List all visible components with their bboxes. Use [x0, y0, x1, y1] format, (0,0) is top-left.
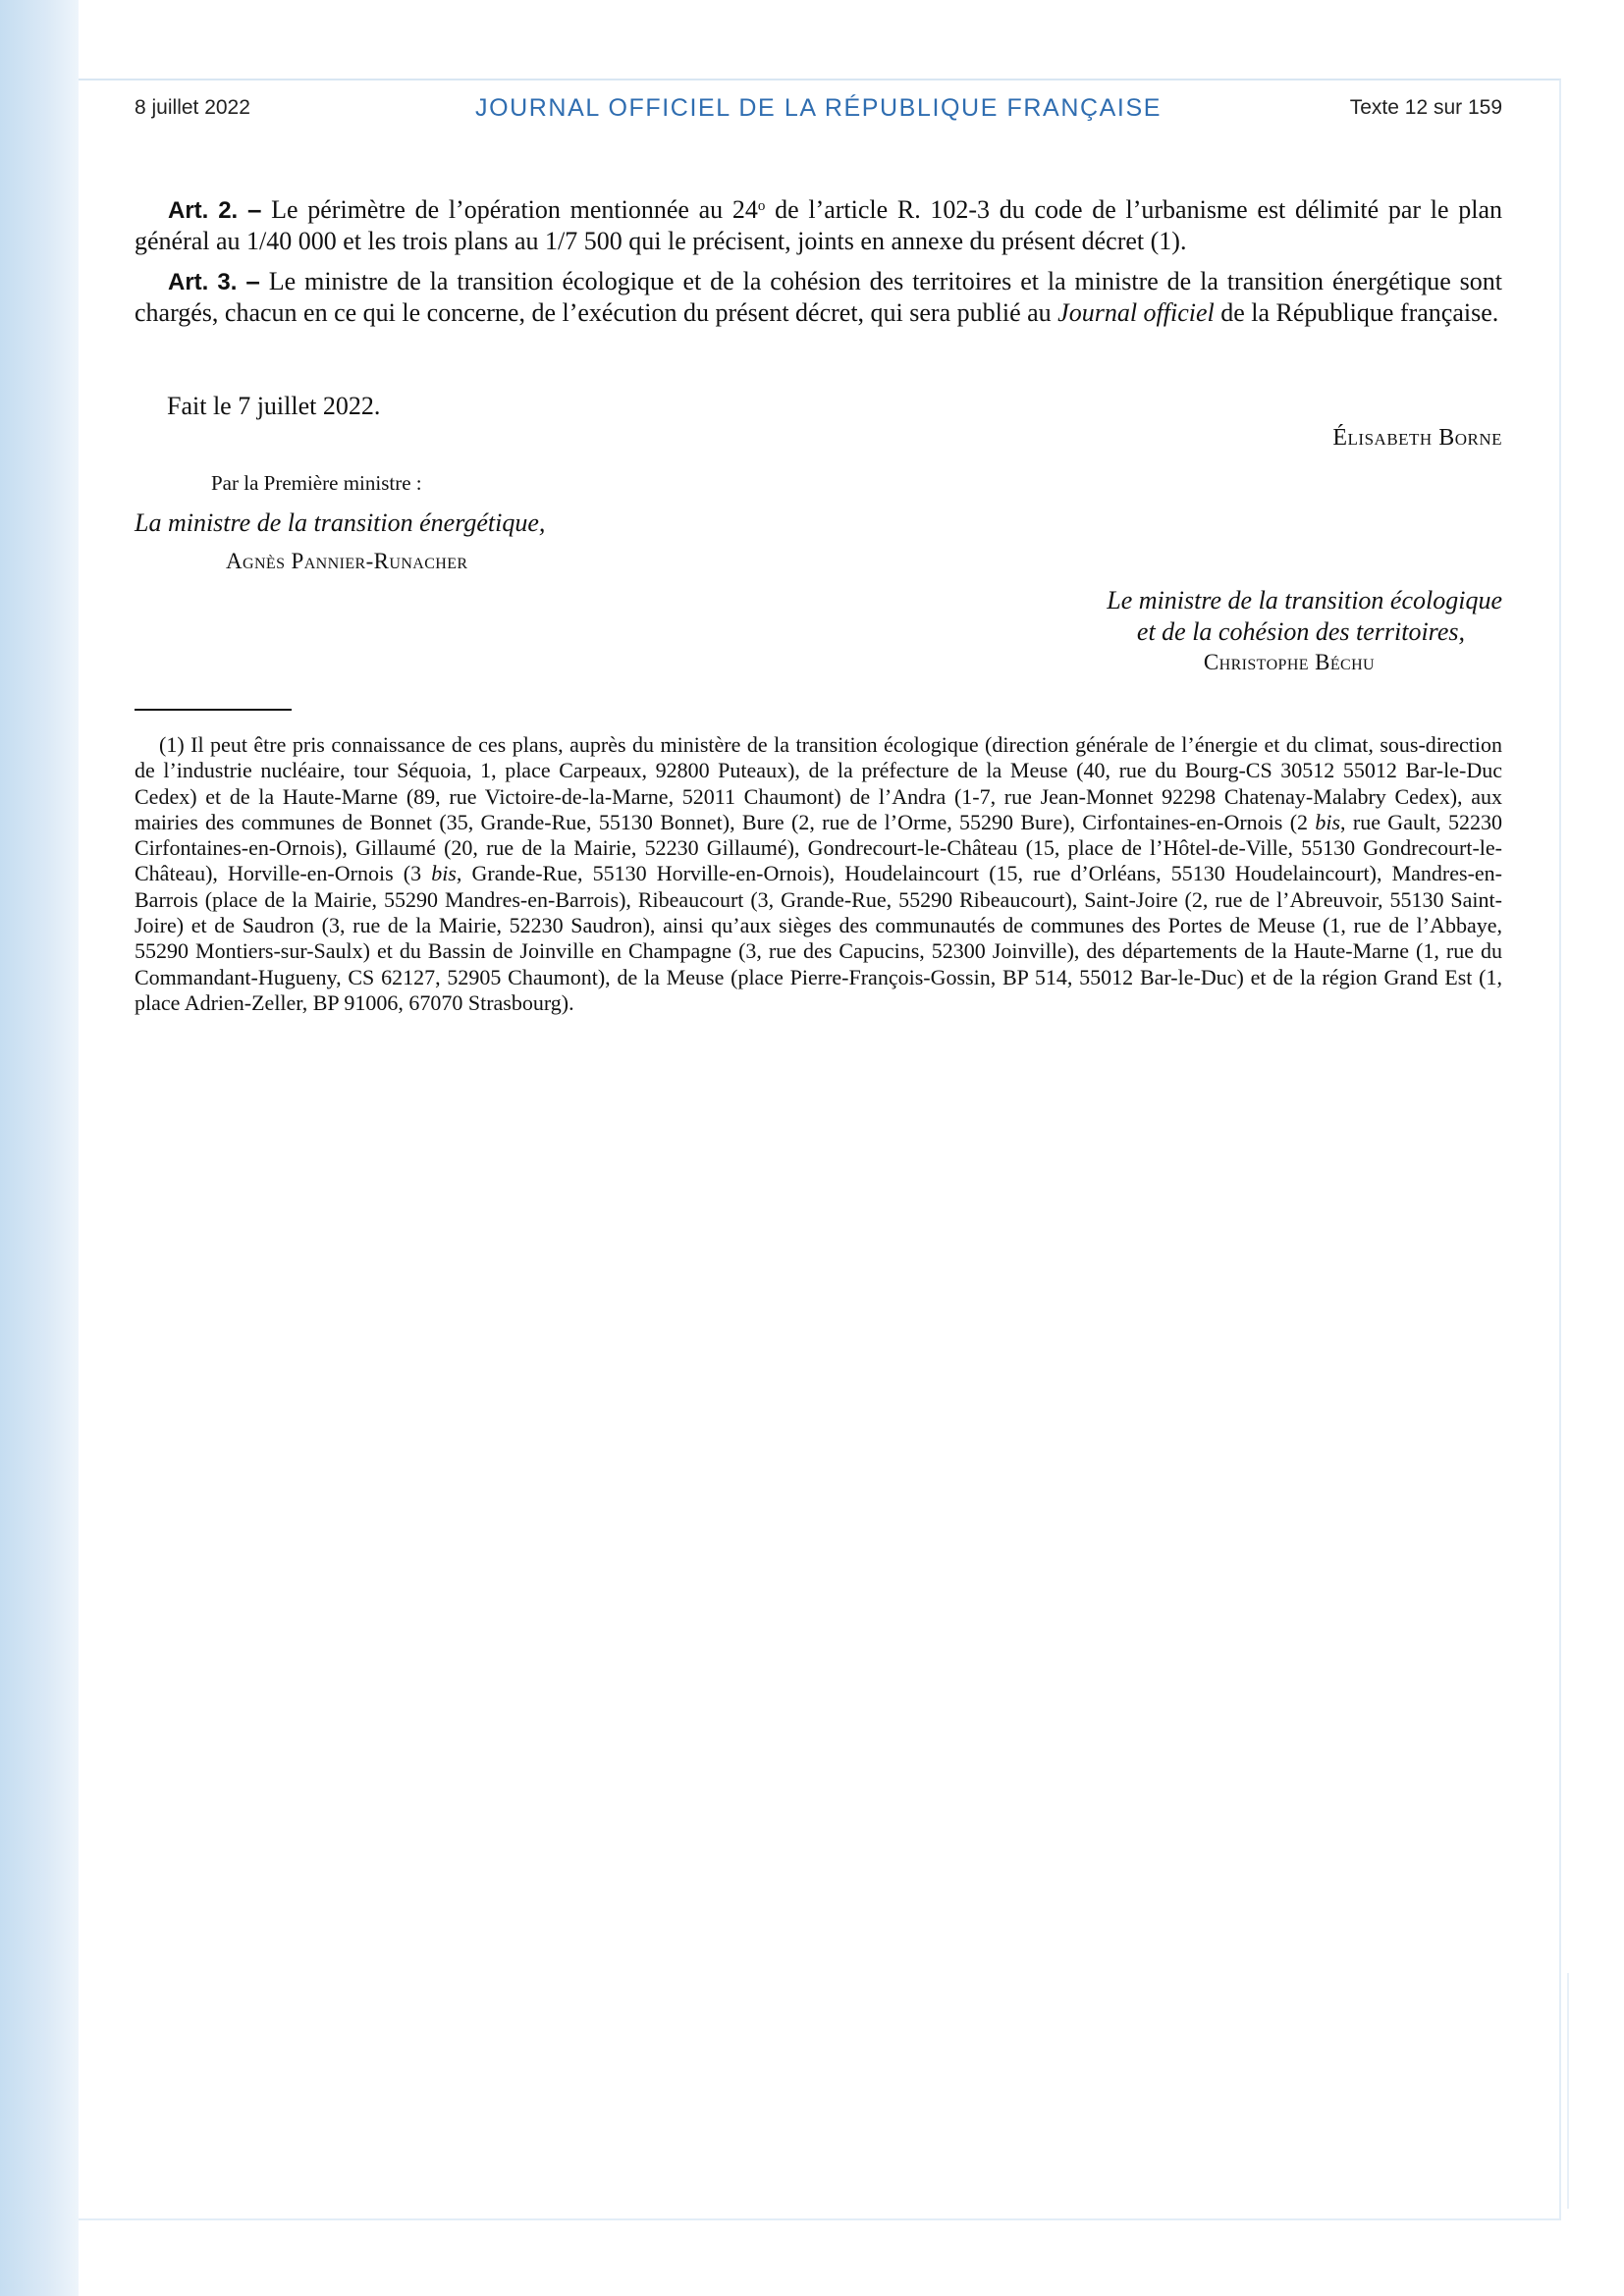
minister-ecology-title-line1: Le ministre de la transition écologique [1107, 586, 1502, 614]
ordinal-superscript: o [757, 198, 766, 214]
footnote [135, 732, 1502, 1016]
article-label: Art. 2. [168, 197, 239, 224]
prime-minister-signature: Élisabeth Borne [1332, 425, 1502, 451]
article-dash: – [246, 194, 262, 224]
footnote-bis: bis [1315, 809, 1341, 834]
article-text: Le périmètre de l’opération mentionnée au 24 [271, 195, 758, 224]
minister-energy-name: Agnès Pannier-Runacher [226, 549, 468, 573]
article-text: de la République française. [1214, 298, 1499, 327]
header-date: 8 juillet 2022 [135, 96, 250, 119]
article-dash: – [245, 266, 260, 295]
footnote-text: (1) Il peut être pris connaissance de ces plans, auprès du ministère de la transition écologique (direction générale de l’énergie et du climat, sous-direction de l’industrie nucléaire, tour Séquoia, 1, place Carpeaux, 92800 Puteaux), de la préfecture de la Meuse (40, rue du Bourg-CS 30512 55012 Bar-le-Duc Cedex) et de la Haute-Marne (89, rue Victoire-de-la-Marne, 52011 Chaumont) de l’Andra (1-7, rue Jean-Monnet 92298 Chatenay-Malabry Cedex), aux mairies des communes de Bonnet (35, Grande-Rue, 55130 Bonnet), Bure (2, rue de l’Orme, 55290 Bure), Cirfontaines-en-Ornois (2 [135, 732, 1502, 834]
page-header [135, 96, 1502, 128]
header-page-ref: Texte 12 sur 159 [1349, 96, 1502, 119]
journal-title: JOURNAL OFFICIEL DE LA RÉPUBLIQUE FRANÇAISE [474, 94, 1163, 122]
fait-le: Fait le 7 juillet 2022. [167, 392, 381, 420]
footnote-bis: bis [431, 861, 457, 886]
journal-officiel-italic: Journal officiel [1057, 298, 1215, 327]
article-2 [135, 194, 1502, 256]
footnote-separator [135, 709, 292, 711]
footnote-text: , Grande-Rue, 55130 Horville-en-Ornois), Houdelaincourt (15, rue d’Orléans, 55130 Houdelaincourt), Mandres-en-Barrois (place de la Mairie, 55290 Mandres-en-Barrois), Ribeaucourt (3, Grande-Rue, 55290 Ribeaucourt), Saint-Joire (2, rue de l’Abreuvoir, 55130 Saint-Joire) et de Saudron (3, rue de la Mairie, 52230 Saudron), ainsi qu’aux sièges des communautés de communes des Portes de Meuse (1, rue de l’Abbaye, 55290 Montiers-sur-Saulx) et du Bassin de Joinville en Champagne (3, rue des Capucins, 52300 Joinville), des départements de la Haute-Marne (1, rue du Commandant-Hugueny, CS 62127, 52905 Chaumont), de la Meuse (place Pierre-François-Gossin, BP 514, 55012 Bar-le-Duc) et de la région Grand Est (1, place Adrien-Zeller, BP 91006, 67070 Strasbourg). [135, 861, 1502, 1015]
minister-ecology-title-line2: et de la cohésion des territoires, [1136, 617, 1465, 646]
minister-ecology-name: Christophe Béchu [1203, 650, 1375, 674]
article-text: Le ministre de la transition écologique et de la cohésion des territoires et la ministre de la transition énergétique sont chargés, chacun en ce qui le concerne, de l’exécution du présent décret, qui sera publié au [135, 267, 1503, 327]
decree-body [135, 194, 1502, 338]
minister-energy-title: La ministre de la transition énergétique, [135, 508, 546, 537]
minister-ecology-title [815, 585, 1502, 648]
article-label: Art. 3. [168, 269, 238, 295]
footnote-text: , rue Gault, 52230 Cirfontaines-en-Ornois), Gillaumé (20, rue de la Mairie, 52230 Gillaumé), Gondrecourt-le-Château (15, place de l’Hôtel-de-Ville, 55130 Gondrecourt-le-Château), Horville-en-Ornois (3 [135, 809, 1503, 886]
left-margin-band [0, 0, 79, 2296]
article-3 [135, 266, 1502, 328]
par-la-premiere-ministre: Par la Première ministre : [211, 471, 422, 495]
page-frame-corner [1545, 1973, 1569, 2209]
article-text: de l’article R. 102-3 du code de l’urbanisme est délimité par le plan général au 1/40 000 et les trois plans au 1/7 500 qui le précisent, joints en annexe du présent décret (1). [135, 195, 1503, 255]
